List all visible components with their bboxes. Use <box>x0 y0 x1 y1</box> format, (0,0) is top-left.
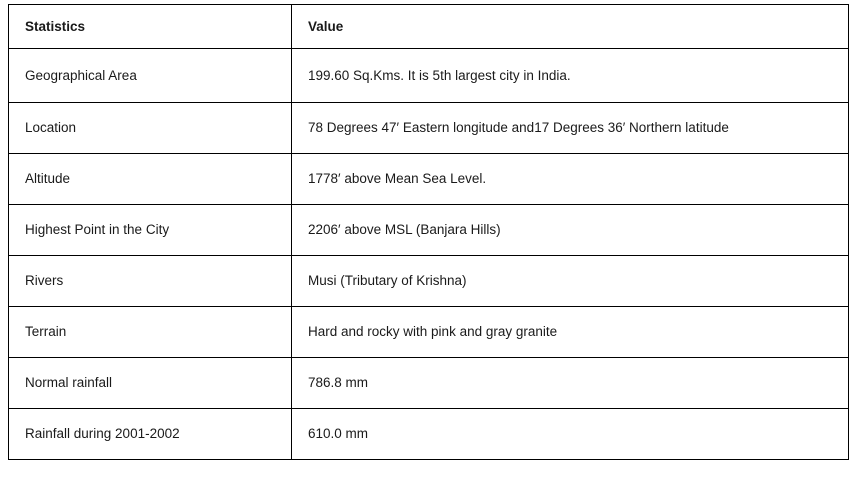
table-row <box>9 358 849 409</box>
document-page <box>0 4 858 480</box>
table-row <box>9 205 849 256</box>
cell-value: 1778′ above Mean Sea Level. <box>292 154 849 205</box>
table-header <box>9 5 849 49</box>
cell-statistic: Normal rainfall <box>9 358 292 409</box>
table-row <box>9 307 849 358</box>
cell-value: 786.8 mm <box>292 358 849 409</box>
cell-statistic: Location <box>9 103 292 154</box>
table-body <box>9 49 849 460</box>
column-header-statistics: Statistics <box>9 5 292 49</box>
cell-value: Musi (Tributary of Krishna) <box>292 256 849 307</box>
cell-statistic: Rivers <box>9 256 292 307</box>
table-row <box>9 409 849 460</box>
cell-statistic: Altitude <box>9 154 292 205</box>
column-header-value: Value <box>292 5 849 49</box>
cell-statistic: Geographical Area <box>9 49 292 103</box>
cell-value: 610.0 mm <box>292 409 849 460</box>
statistics-table <box>8 4 849 460</box>
table-header-row <box>9 5 849 49</box>
cell-statistic: Highest Point in the City <box>9 205 292 256</box>
cell-value: Hard and rocky with pink and gray granite <box>292 307 849 358</box>
table-row <box>9 49 849 103</box>
table-row <box>9 103 849 154</box>
cell-value: 78 Degrees 47′ Eastern longitude and17 Degrees 36′ Northern latitude <box>292 103 849 154</box>
table-row <box>9 256 849 307</box>
cell-value: 2206′ above MSL (Banjara Hills) <box>292 205 849 256</box>
cell-statistic: Rainfall during 2001-2002 <box>9 409 292 460</box>
cell-statistic: Terrain <box>9 307 292 358</box>
cell-value: 199.60 Sq.Kms. It is 5th largest city in India. <box>292 49 849 103</box>
table-row <box>9 154 849 205</box>
